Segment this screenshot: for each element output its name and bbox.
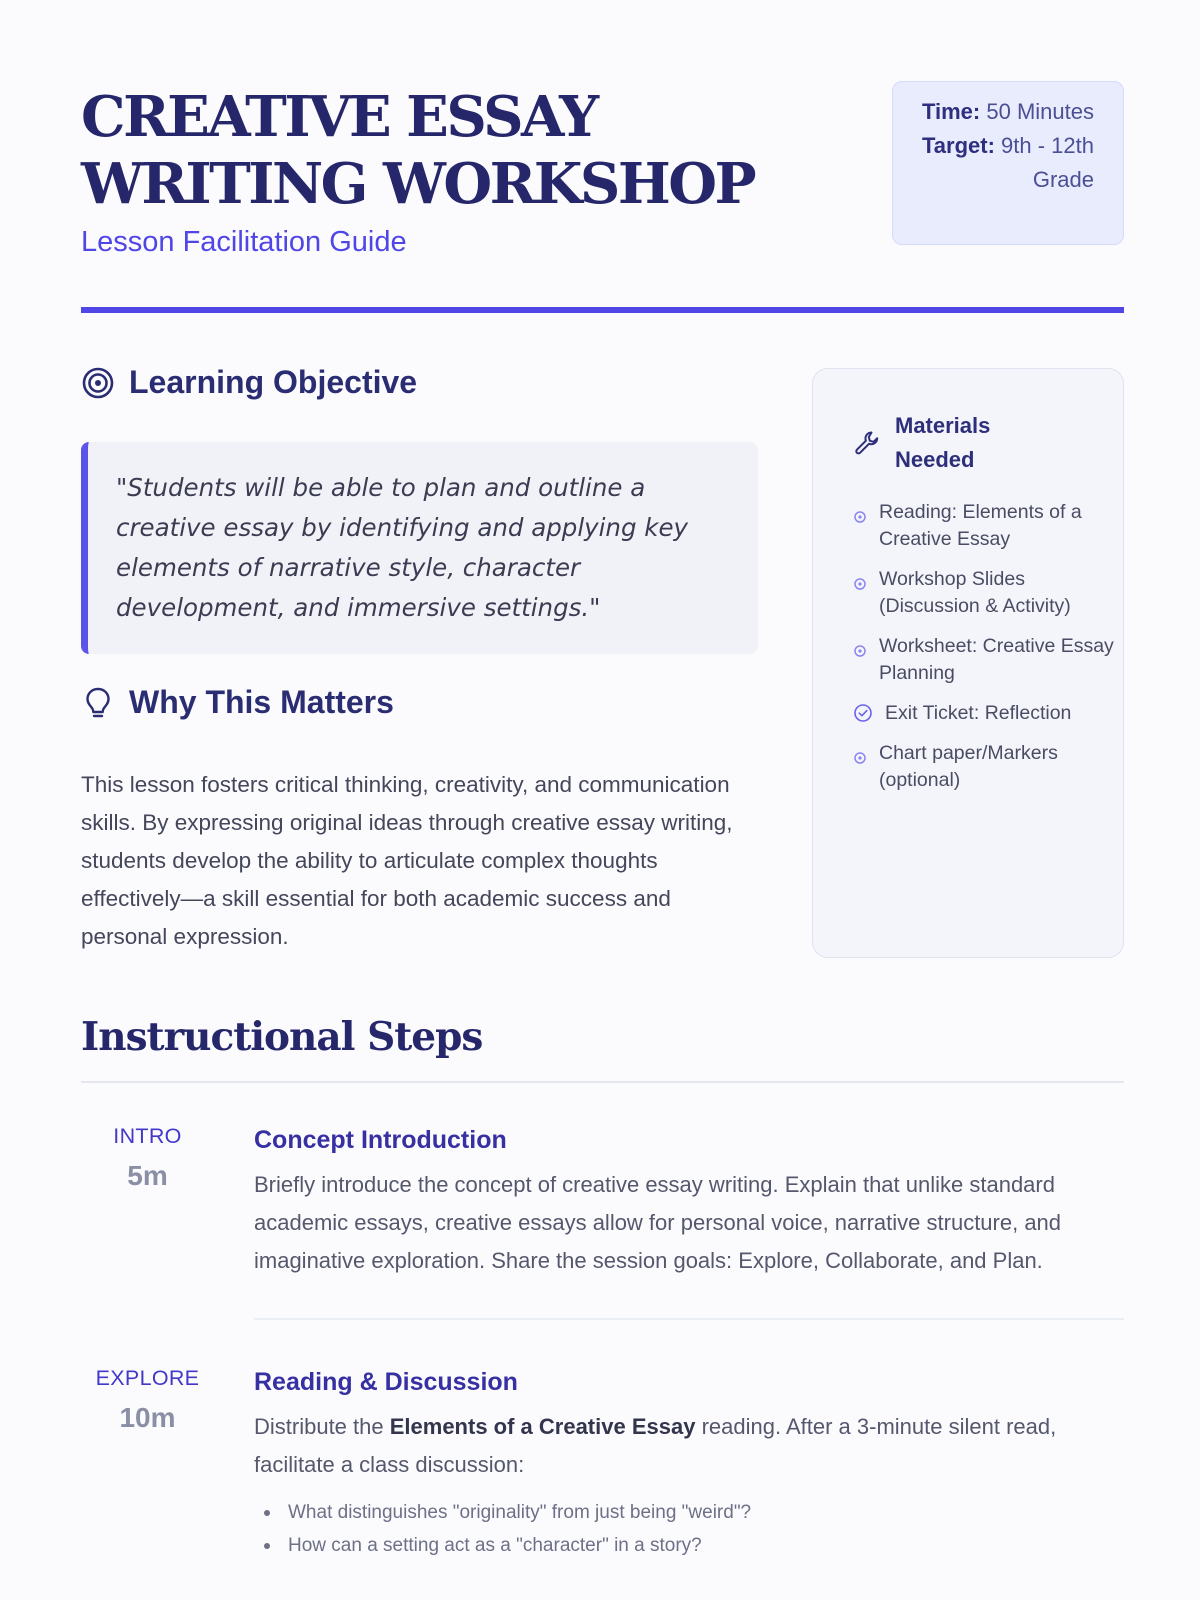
time-value: 50 Minutes: [986, 99, 1094, 124]
check-circle-icon: [853, 703, 873, 723]
step-title: Concept Introduction: [254, 1126, 507, 1154]
materials-list: [853, 499, 1115, 807]
lightbulb-icon: [81, 686, 115, 720]
material-label: Chart paper/Markers (optional): [879, 742, 1058, 791]
page-subtitle: Lesson Facilitation Guide: [81, 226, 407, 258]
steps-heading: Instructional Steps: [81, 1014, 483, 1060]
step-title: Reading & Discussion: [254, 1368, 518, 1396]
material-label: Workshop Slides (Discussion & Activity): [879, 568, 1071, 617]
step-body-text: reading. After a 3-minute silent read, facilitate a class discussion:: [254, 1414, 1057, 1477]
why-heading: [81, 684, 394, 721]
step-duration: 10m: [119, 1402, 176, 1433]
circle-dot-icon: [853, 746, 867, 760]
target-line: [913, 129, 1094, 197]
circle-dot-icon: [853, 505, 867, 519]
step-duration: 5m: [127, 1160, 168, 1191]
list-item: How can a setting act as a "character" in a story?: [254, 1529, 751, 1562]
step-body: [254, 1408, 1124, 1484]
target-label: Target:: [921, 133, 995, 158]
list-item: What distinguishes "originality" from just being "weird"?: [254, 1496, 751, 1529]
objective-heading-text: Learning Objective: [129, 364, 418, 400]
discussion-questions: [254, 1496, 751, 1562]
list-item: [853, 740, 1115, 794]
circle-dot-icon: [853, 572, 867, 586]
step-phase: EXPLORE: [95, 1366, 200, 1390]
time-line: [913, 95, 1094, 129]
list-item: [853, 499, 1115, 553]
step-body: Briefly introduce the concept of creative essay writing. Explain that unlike standard academic essays, creative essays allow for personal voice, narrative structure, and imaginative exploration. Share the session goals: Explore, Collaborate, and Plan.: [254, 1172, 1062, 1273]
circle-dot-icon: [853, 639, 867, 653]
materials-heading-text: Materials Needed: [895, 413, 991, 472]
material-label: Reading: Elements of a Creative Essay: [879, 501, 1082, 550]
materials-card: [812, 368, 1124, 958]
step-divider: [254, 1318, 1124, 1320]
reading-title: Elements of a Creative Essay: [389, 1414, 696, 1439]
objective-heading: [81, 364, 417, 401]
page-title: CREATIVE ESSAY WRITING WORKSHOP: [81, 84, 755, 217]
objective-quote: "Students will be able to plan and outline a creative essay by identifying and applying key elements of narrative style, character development, and immersive settings.": [81, 442, 758, 654]
list-item: [853, 700, 1115, 727]
wrench-icon: [853, 429, 881, 457]
why-paragraph: This lesson fosters critical thinking, creativity, and communication skills. By expressing original ideas through creative essay writing, students develop the ability to articulate complex thoughts effectively—a skill essential for both academic success and personal expression.: [81, 772, 733, 949]
list-item: [853, 633, 1115, 687]
target-value: 9th - 12th Grade: [1001, 133, 1094, 192]
steps-divider: [81, 1081, 1124, 1083]
material-label: Exit Ticket: Reflection: [885, 702, 1072, 724]
step-body-text: Distribute the: [254, 1414, 390, 1439]
material-label: Worksheet: Creative Essay Planning: [879, 635, 1114, 684]
list-item: [853, 566, 1115, 620]
lesson-meta-box: [892, 81, 1124, 245]
time-label: Time:: [921, 99, 981, 124]
step-phase: INTRO: [113, 1124, 182, 1148]
materials-heading: [853, 409, 1015, 477]
why-heading-text: Why This Matters: [129, 684, 394, 720]
target-icon: [81, 366, 115, 400]
header-divider: [81, 307, 1124, 313]
